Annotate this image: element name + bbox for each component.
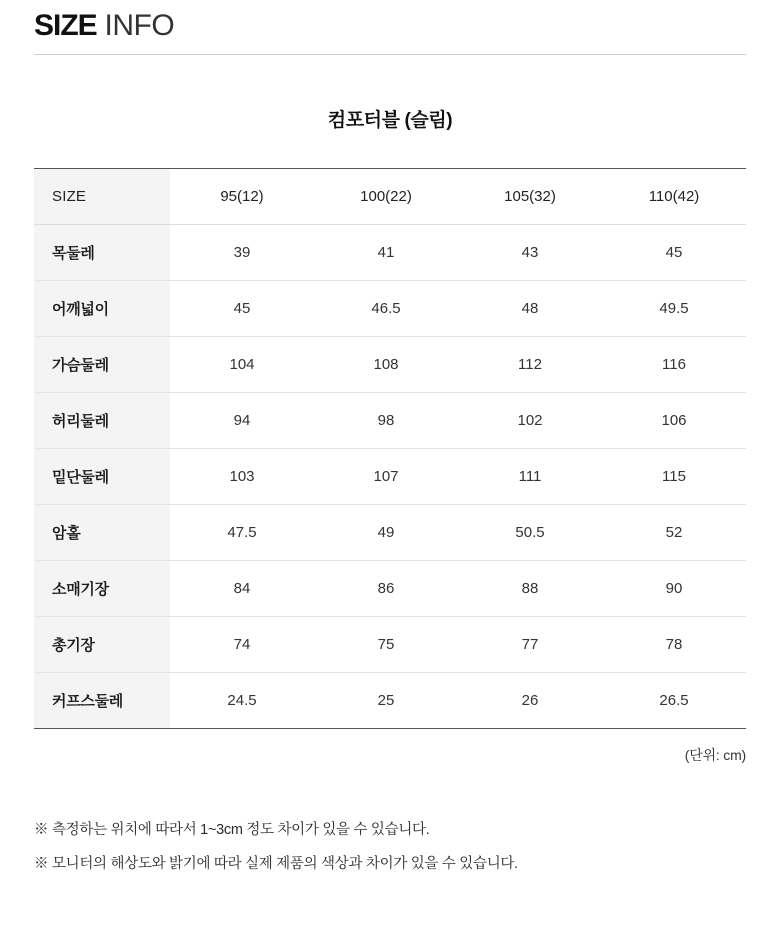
row-label: 암홀 [34, 505, 170, 561]
row-value: 103 [170, 449, 314, 505]
unit-note: (단위: cm) [684, 747, 746, 763]
row-value: 47.5 [170, 505, 314, 561]
row-value: 26.5 [602, 673, 746, 729]
row-value: 49 [314, 505, 458, 561]
row-label: 총기장 [34, 617, 170, 673]
row-value: 39 [170, 225, 314, 281]
row-value: 112 [458, 337, 602, 393]
row-label: 가슴둘레 [34, 337, 170, 393]
row-value: 25 [314, 673, 458, 729]
table-header-95: 95(12) [170, 169, 314, 225]
table-row [34, 449, 746, 505]
table-header-row [34, 169, 746, 225]
row-value: 52 [602, 505, 746, 561]
row-value: 46.5 [314, 281, 458, 337]
row-label: 허리둘레 [34, 393, 170, 449]
table-header-100: 100(22) [314, 169, 458, 225]
row-label: 커프스둘레 [34, 673, 170, 729]
row-value: 86 [314, 561, 458, 617]
table-row [34, 337, 746, 393]
page-title-light: INFO [104, 9, 175, 42]
row-label: 소매기장 [34, 561, 170, 617]
footnote-measurement: ※ 측정하는 위치에 따라서 1~3cm 정도 차이가 있을 수 있습니다. [34, 822, 430, 838]
table-header-size: SIZE [34, 169, 170, 225]
size-table [34, 168, 746, 729]
row-value: 50.5 [458, 505, 602, 561]
table-row [34, 281, 746, 337]
table-row [34, 225, 746, 281]
row-value: 115 [602, 449, 746, 505]
row-value: 104 [170, 337, 314, 393]
row-value: 88 [458, 561, 602, 617]
row-label: 밑단둘레 [34, 449, 170, 505]
product-subtitle: 컴포터블 (슬림) [327, 110, 453, 131]
row-value: 24.5 [170, 673, 314, 729]
row-value: 48 [458, 281, 602, 337]
footnote-monitor-color: ※ 모니터의 해상도와 밝기에 따라 실제 제품의 색상과 차이가 있을 수 있습니다. [34, 856, 518, 872]
footnotes [34, 813, 746, 881]
table-header-110: 110(42) [602, 169, 746, 225]
row-label: 목둘레 [34, 225, 170, 281]
row-value: 116 [602, 337, 746, 393]
size-table-head [34, 169, 746, 225]
page-title [34, 6, 746, 46]
table-row [34, 393, 746, 449]
row-value: 26 [458, 673, 602, 729]
row-value: 84 [170, 561, 314, 617]
table-header-105: 105(32) [458, 169, 602, 225]
row-value: 74 [170, 617, 314, 673]
size-table-container [34, 168, 746, 729]
row-value: 77 [458, 617, 602, 673]
row-value: 41 [314, 225, 458, 281]
row-value: 108 [314, 337, 458, 393]
row-value: 90 [602, 561, 746, 617]
row-value: 106 [602, 393, 746, 449]
row-value: 43 [458, 225, 602, 281]
row-value: 94 [170, 393, 314, 449]
size-table-body [34, 225, 746, 729]
table-row [34, 673, 746, 729]
page-header [34, 0, 746, 55]
row-value: 102 [458, 393, 602, 449]
row-value: 45 [602, 225, 746, 281]
table-row [34, 617, 746, 673]
row-value: 45 [170, 281, 314, 337]
row-value: 78 [602, 617, 746, 673]
table-row [34, 505, 746, 561]
table-row [34, 561, 746, 617]
header-divider [34, 54, 746, 55]
row-value: 75 [314, 617, 458, 673]
row-value: 111 [458, 449, 602, 505]
row-value: 107 [314, 449, 458, 505]
row-value: 98 [314, 393, 458, 449]
page-title-strong: SIZE [34, 9, 97, 42]
row-value: 49.5 [602, 281, 746, 337]
row-label: 어깨넓이 [34, 281, 170, 337]
